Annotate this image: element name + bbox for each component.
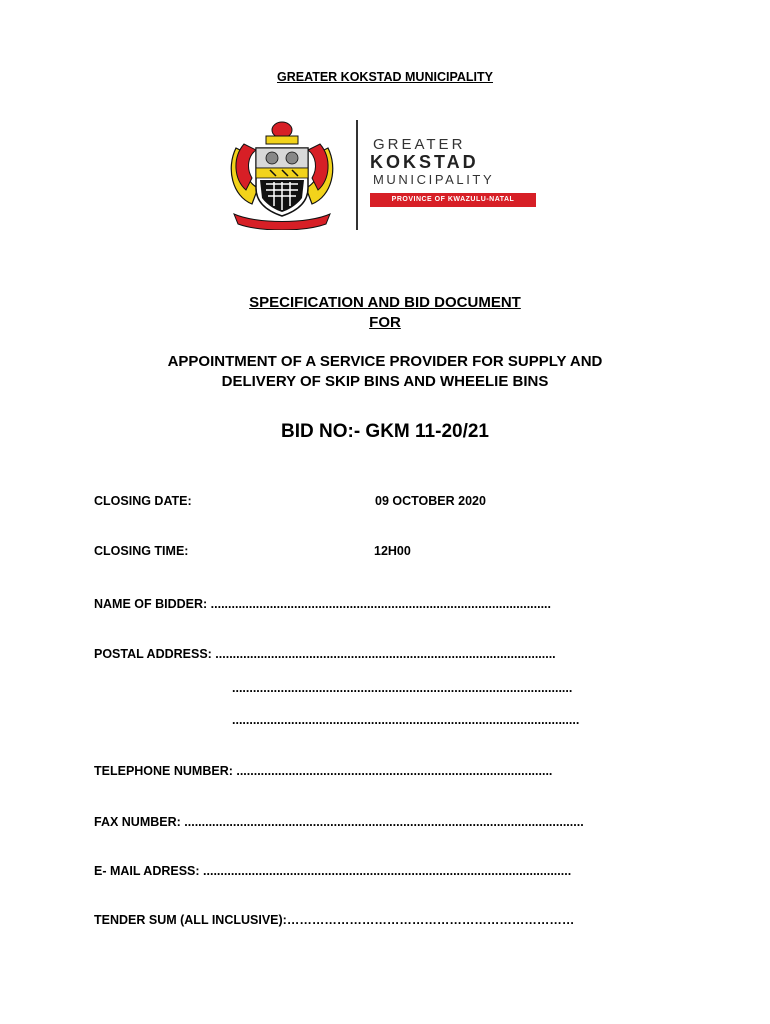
subject-line-1: APPOINTMENT OF A SERVICE PROVIDER FOR SUPPLY AND bbox=[167, 353, 603, 370]
logo-text-kokstad: KOKSTAD bbox=[370, 152, 479, 172]
subject-title bbox=[0, 352, 770, 392]
logo-text-greater: GREATER bbox=[373, 136, 466, 153]
document-title bbox=[0, 293, 770, 333]
title-line-1: SPECIFICATION AND BID DOCUMENT bbox=[249, 294, 521, 311]
closing-time-value: 12H00 bbox=[374, 544, 411, 558]
bidder-name-field: NAME OF BIDDER: .................................................................................................. bbox=[94, 597, 552, 611]
closing-date-label: CLOSING DATE: bbox=[94, 494, 192, 508]
fax-field: FAX NUMBER: ................................................................................................................... bbox=[94, 815, 584, 829]
telephone-field: TELEPHONE NUMBER: ........................................................................................... bbox=[94, 764, 553, 778]
province-banner: PROVINCE OF KWAZULU-NATAL bbox=[370, 193, 536, 207]
email-field: E- MAIL ADRESS: .......................................................................................................... bbox=[94, 864, 572, 878]
closing-time-label: CLOSING TIME: bbox=[94, 544, 189, 558]
tender-sum-field: TENDER SUM (ALL INCLUSIVE):…………………………………………………………… bbox=[94, 913, 575, 927]
coat-of-arms-icon bbox=[226, 118, 338, 230]
subject-line-2: DELIVERY OF SKIP BINS AND WHEELIE BINS bbox=[221, 373, 549, 390]
title-line-2: FOR bbox=[369, 314, 401, 331]
closing-date-value: 09 OCTOBER 2020 bbox=[375, 494, 486, 508]
postal-address-line-3: .................................................................................................... bbox=[232, 713, 580, 727]
postal-address-field: POSTAL ADDRESS: .................................................................................................. bbox=[94, 647, 556, 661]
logo-text-municipality: MUNICIPALITY bbox=[373, 172, 495, 187]
municipality-header: GREATER KOKSTAD MUNICIPALITY bbox=[277, 70, 493, 84]
logo-divider bbox=[356, 120, 358, 230]
postal-address-line-2: .................................................................................................. bbox=[232, 681, 573, 695]
bid-number: BID NO:- GKM 11-20/21 bbox=[281, 421, 489, 442]
